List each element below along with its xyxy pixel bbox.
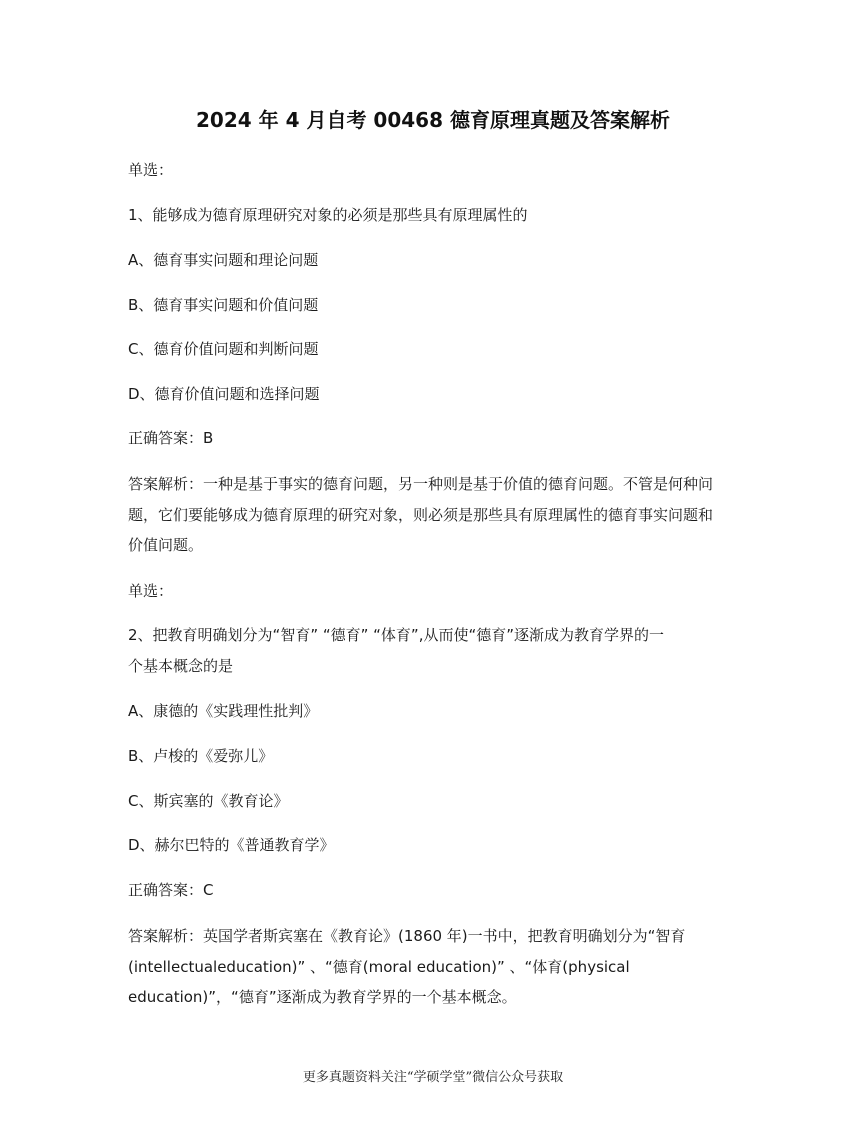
page-title: 2024 年 4 月自考 00468 德育原理真题及答案解析 [196, 108, 670, 132]
question-1-type-label: 单选： [128, 161, 174, 179]
analysis-line: education)”，“德育”逐渐成为教育学界的一个基本概念。 [128, 988, 517, 1006]
question-1-analysis [128, 469, 740, 561]
question-2-stem [128, 620, 740, 681]
question-2-answer: 正确答案：C [128, 881, 214, 899]
question-2-option-c: C、斯宾塞的《教育论》 [128, 792, 289, 810]
question-1-option-d: D、德育价值问题和选择问题 [128, 385, 320, 403]
question-2-type-label: 单选： [128, 582, 174, 600]
analysis-line: (intellectualeducation)” 、“德育(moral education)” 、“体育(physical [128, 957, 630, 976]
analysis-line: 题，它们要能够成为德育原理的研究对象，则必须是那些具有原理属性的德育事实问题和 [128, 505, 714, 524]
analysis-line: 答案解析：英国学者斯宾塞在《教育论》(1860 年)一书中，把教育明确划分为“智育 [128, 927, 686, 945]
question-1-option-b: B、德育事实问题和价值问题 [128, 296, 319, 314]
page-footer: 更多真题资料关注“学硕学堂”微信公众号获取 [302, 1070, 564, 1085]
analysis-line: 价值问题。 [128, 536, 204, 554]
question-1-option-c: C、德育价值问题和判断问题 [128, 340, 319, 358]
stem-line: 个基本概念的是 [128, 656, 234, 675]
analysis-line: 答案解析：一种是基于事实的德育问题，另一种则是基于价值的德育问题。不管是何种问 [128, 475, 714, 493]
question-2-option-b: B、卢梭的《爱弥儿》 [128, 747, 274, 765]
question-1-option-a: A、德育事实问题和理论问题 [128, 251, 319, 269]
question-2-analysis [128, 921, 740, 1013]
question-1-stem: 1、能够成为德育原理研究对象的必须是那些具有原理属性的 [128, 206, 528, 224]
question-2-option-d: D、赫尔巴特的《普通教育学》 [128, 836, 335, 854]
question-1-answer: 正确答案：B [128, 429, 214, 447]
stem-line: 2、把教育明确划分为“智育” “德育” “体育”,从而使“德育”逐渐成为教育学界的一 [128, 626, 665, 644]
question-2-option-a: A、康德的《实践理性批判》 [128, 702, 319, 720]
